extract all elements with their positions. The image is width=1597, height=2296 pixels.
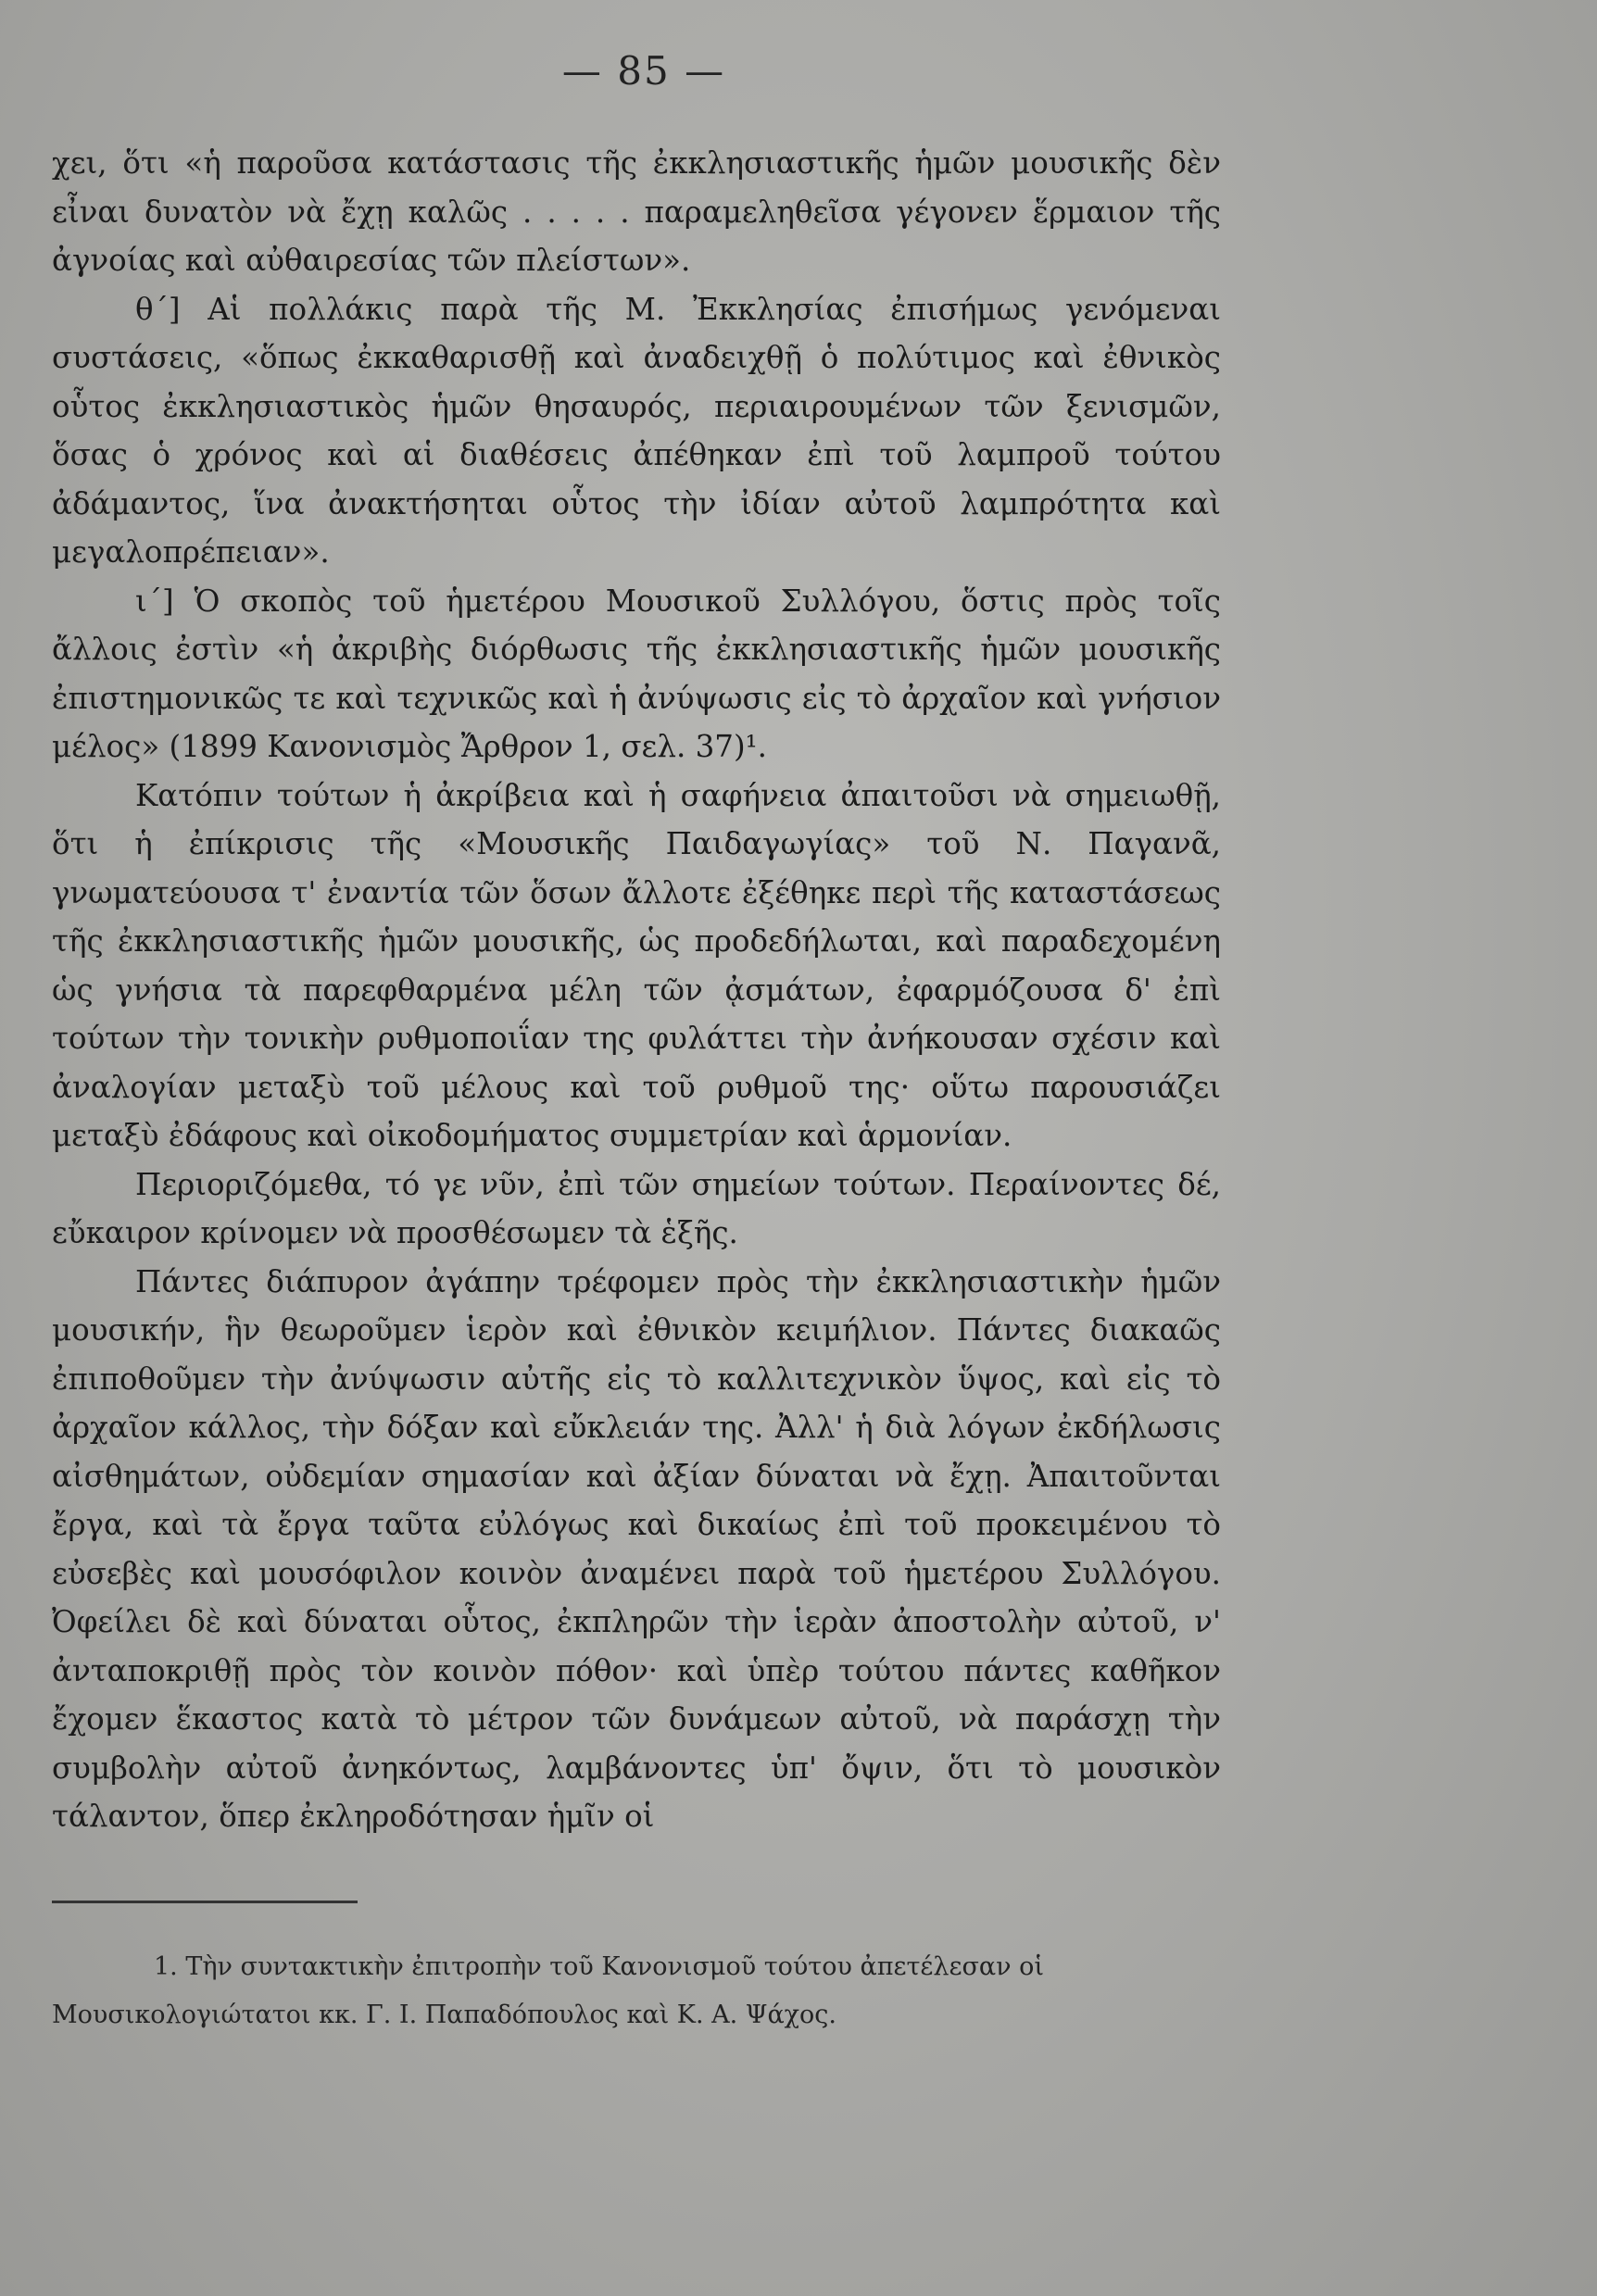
footnote: 1. Τὴν συντακτικὴν ἐπιτροπὴν τοῦ Κανονισμοῦ τούτου ἀπετέλεσαν οἱ Μουσικολογιώτατοι κκ. Γ. Ι. Παπαδόπουλος καὶ Κ. Α. Ψάχος. <box>52 1952 1044 2029</box>
paragraph-6: Πάντες διάπυρον ἀγάπην τρέφομεν πρὸς τὴν ἐκκλησιαστικὴν ἡμῶν μουσικήν, ἣν θεωροῦμεν ἱερὸν καὶ ἐθνικὸν κειμήλιον. Πάντες διακαῶς ἐπιποθοῦμεν τὴν ἀνύψωσιν αὐτῆς εἰς τὸ καλλιτεχνικὸν ὕψος, καὶ εἰς τὸ ἀρχαῖον κάλλος, τὴν δόξαν καὶ εὔκλειάν της. Ἀλλ' ἡ διὰ λόγων ἐκδήλωσις αἰσθημάτων, οὐδεμίαν σημασίαν καὶ ἀξίαν δύναται νὰ ἔχῃ. Ἀπαιτοῦνται ἔργα, καὶ τὰ ἔργα ταῦτα εὐλόγως καὶ δικαίως ἐπὶ τοῦ προκειμένου τὸ εὐσεβὲς καὶ μουσόφιλον κοινὸν ἀναμένει παρὰ τοῦ ἡμετέρου Συλλόγου. Ὀφείλει δὲ καὶ δύναται οὗτος, ἐκπληρῶν τὴν ἱερὰν ἀποστολὴν αὐτοῦ, ν' ἀνταποκριθῇ πρὸς τὸν κοινὸν πόθον· καὶ ὑπὲρ τούτου πάντες καθῆκον ἔχομεν ἕκαστος κατὰ τὸ μέτρον τῶν δυνάμεων αὐτοῦ, νὰ παράσχῃ τὴν συμβολὴν αὐτοῦ ἀνηκόντως, λαμβάνοντες ὑπ' ὄψιν, ὅτι τὸ μουσικὸν τάλαντον, ὅπερ ἐκληροδότησαν ἡμῖν οἱ <box>52 1263 1221 1834</box>
footnote-divider <box>52 1901 358 1903</box>
paragraph-5: Περιοριζόμεθα, τό γε νῦν, ἐπὶ τῶν σημείων τούτων. Περαίνοντες δέ, εὔκαιρον κρίνομεν νὰ προσθέσωμεν τὰ ἑξῆς. <box>52 1166 1221 1250</box>
page-number: — 85 — <box>561 48 726 94</box>
body-text <box>52 139 1221 1841</box>
paragraph-4: Κατόπιν τούτων ἡ ἀκρίβεια καὶ ἡ σαφήνεια ἀπαιτοῦσι νὰ σημειωθῇ, ὅτι ἡ ἐπίκρισις τῆς «Μουσικῆς Παιδαγωγίας» τοῦ Ν. Παγανᾶ, γνωματεύουσα τ' ἐναντία τῶν ὅσων ἄλλοτε ἐξέθηκε περὶ τῆς καταστάσεως τῆς ἐκκλησιαστικῆς ἡμῶν μουσικῆς, ὡς προδεδήλωται, καὶ παραδεχομένη ὡς γνήσια τὰ παρεφθαρμένα μέλη τῶν ᾀσμάτων, ἐφαρμόζουσα δ' ἐπὶ τούτων τὴν τονικὴν ρυθμοποιΐαν της φυλάττει τὴν ἀνήκουσαν σχέσιν καὶ ἀναλογίαν μεταξὺ τοῦ μέλους καὶ τοῦ ρυθμοῦ της· οὕτω παρουσιάζει μεταξὺ ἐδάφους καὶ οἰκοδομήματος συμμετρίαν καὶ ἁρμονίαν. <box>52 777 1221 1153</box>
paragraph-3: ι΄] Ὁ σκοπὸς τοῦ ἡμετέρου Μουσικοῦ Συλλόγου, ὅστις πρὸς τοῖς ἄλλοις ἐστὶν «ἡ ἀκριβὴς διόρθωσις τῆς ἐκκλησιαστικῆς ἡμῶν μουσικῆς ἐπιστημονικῶς τε καὶ τεχνικῶς καὶ ἡ ἀνύψωσις εἰς τὸ ἀρχαῖον καὶ γνήσιον μέλος» (1899 Κανονισμὸς Ἄρθρον 1, σελ. 37)¹. <box>52 583 1221 764</box>
paragraph-2: θ΄] Αἱ πολλάκις παρὰ τῆς Μ. Ἐκκλησίας ἐπισήμως γενόμεναι συστάσεις, «ὅπως ἐκκαθαρισθῇ καὶ ἀναδειχθῇ ὁ πολύτιμος καὶ ἐθνικὸς οὗτος ἐκκλησιαστικὸς ἡμῶν θησαυρός, περιαιρουμένων τῶν ξενισμῶν, ὅσας ὁ χρόνος καὶ αἱ διαθέσεις ἀπέθηκαν ἐπὶ τοῦ λαμπροῦ τούτου ἀδάμαντος, ἵνα ἀνακτήσηται οὗτος τὴν ἰδίαν αὐτοῦ λαμπρότητα καὶ μεγαλοπρέπειαν». <box>52 291 1221 570</box>
paragraph-1: χει, ὅτι «ἡ παροῦσα κατάστασις τῆς ἐκκλησιαστικῆς ἡμῶν μουσικῆς δὲν εἶναι δυνατὸν νὰ ἔχῃ καλῶς . . . . . παραμεληθεῖσα γέγονεν ἕρμαιον τῆς ἀγνοίας καὶ αὐθαιρεσίας τῶν πλείστων». <box>52 145 1221 278</box>
